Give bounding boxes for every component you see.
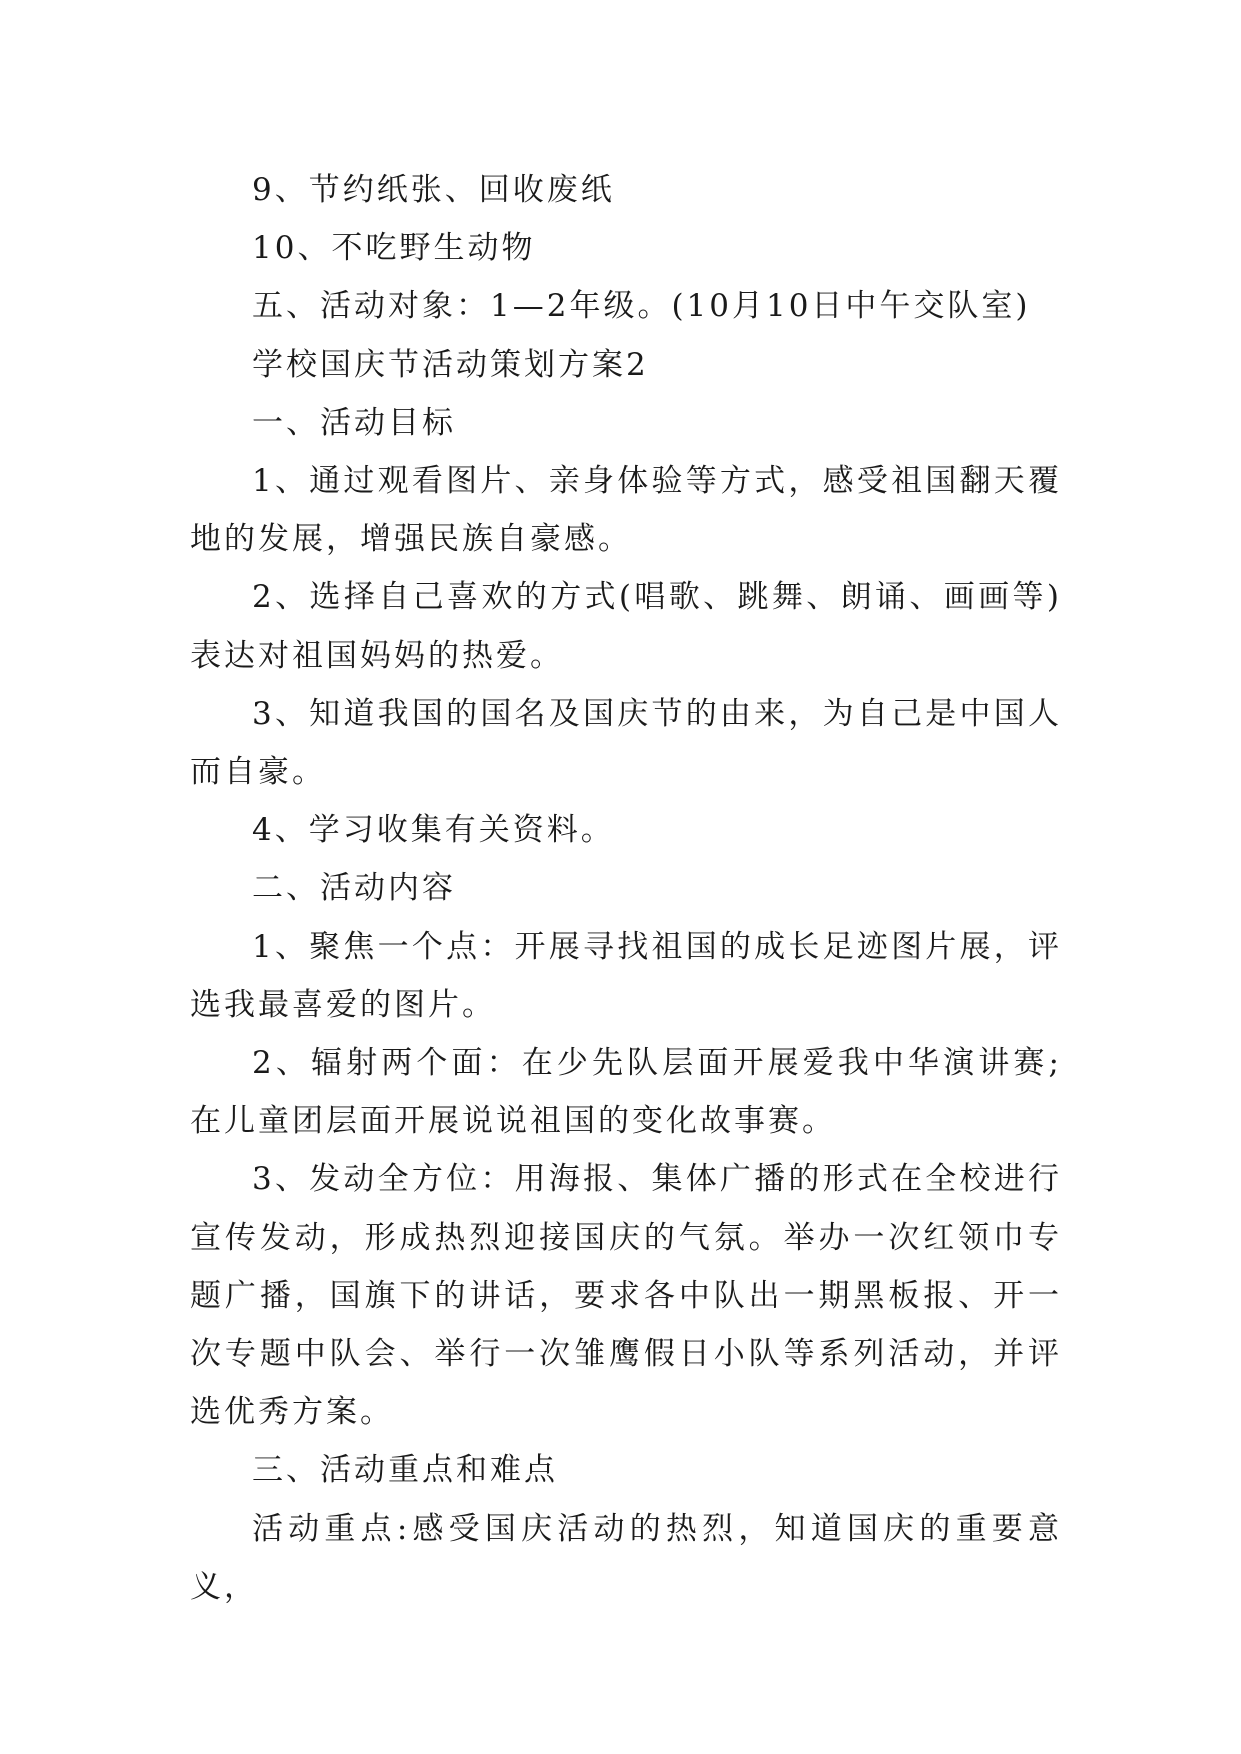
key-points-paragraph: 活动重点:感受国庆活动的热烈，知道国庆的重要意义，: [190, 1510, 1062, 1605]
goal-paragraph-2: 2、选择自己喜欢的方式(唱歌、跳舞、朗诵、画画等)表达对祖国妈妈的热爱。: [190, 579, 1062, 674]
goal-paragraph-3: 3、知道我国的国名及国庆节的由来，为自己是中国人而自豪。: [190, 695, 1062, 791]
section-activity-target: 五、活动对象：1—2年级。(10月10日中午交队室): [252, 288, 1031, 325]
list-item-no-wild-animals: 10、不吃野生动物: [252, 230, 536, 267]
goal-paragraph-4: 4、学习收集有关资料。: [252, 812, 615, 849]
document-body: [190, 161, 1062, 1616]
content-paragraph-3: 3、发动全方位：用海报、集体广播的形式在全校进行宣传发动，形成热烈迎接国庆的气氛。举办一次红领巾专题广播，国旗下的讲话，要求各中队出一期黑板报、开一次专题中队会、举行一次雏鹰假日小队等系列活动，并评选优秀方案。: [190, 1161, 1062, 1431]
section-heading-key-points: 三、活动重点和难点: [252, 1452, 558, 1489]
goal-paragraph-1: 1、通过观看图片、亲身体验等方式，感受祖国翻天覆地的发展，增强民族自豪感。: [190, 463, 1062, 558]
content-paragraph-2: 2、辐射两个面：在少先队层面开展爱我中华演讲赛;在儿童团层面开展说说祖国的变化故事赛。: [190, 1045, 1062, 1140]
list-item-save-paper: 9、节约纸张、回收废纸: [252, 172, 615, 208]
section-heading-goals: 一、活动目标: [252, 404, 456, 441]
section-heading-content: 二、活动内容: [252, 870, 456, 907]
content-paragraph-1: 1、聚焦一个点：开展寻找祖国的成长足迹图片展，评选我最喜爱的图片。: [190, 928, 1062, 1023]
plan-title: 学校国庆节活动策划方案2: [252, 346, 649, 383]
